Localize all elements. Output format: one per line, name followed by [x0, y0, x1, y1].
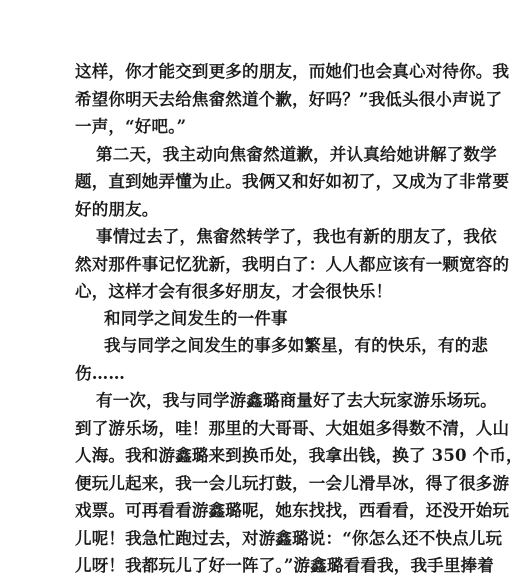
text-line: 伤……	[75, 364, 126, 383]
text-line: 戏票。可再看看游鑫璐呢，她东找找，西看看，还没开始玩	[75, 501, 510, 520]
text-line: 便玩儿起来，我一会儿玩打鼓，一会儿滑旱冰，得了很多游	[75, 474, 510, 493]
text-line: 人海。我和游鑫璐来到换币处，我拿出钱，换了 350 个币，	[75, 446, 523, 465]
text-line: 儿呀！我都玩儿了好一阵了。”游鑫璐看看我，我手里捧着	[75, 556, 494, 575]
text-line: 心，这样才会有很多好朋友，才会很快乐！	[75, 282, 393, 301]
text-line: 题，直到她弄懂为止。我俩又和好如初了，又成为了非常要	[75, 172, 510, 191]
text-line: 然对那件事记忆犹新，我明白了：人人都应该有一颗宽容的	[75, 255, 510, 274]
text-line: 到了游乐场，哇！那里的大哥哥、大姐姐多得数不清，人山	[75, 419, 510, 438]
text-line: 这样，你才能交到更多的朋友，而她们也会真心对待你。我	[75, 62, 510, 81]
text-line: 好的朋友。	[75, 200, 159, 219]
paragraph-start-line: 第二天，我主动向焦畲然道歉，并认真给她讲解了数学	[96, 145, 497, 164]
paragraph-start-line: 事情过去了，焦畲然转学了，我也有新的朋友了，我依	[96, 227, 497, 246]
paragraph-start-line: 我与同学之间发生的事多如繁星，有的快乐，有的悲	[104, 336, 489, 355]
text-line: 希望你明天去给焦畲然道个歉，好吗？”我低头很小声说了	[75, 90, 503, 109]
text-line: 儿呢！我急忙跑过去，对游鑫璐说：“你怎么还不快点儿玩	[75, 529, 503, 548]
text-line: 一声，“好吧。”	[75, 117, 187, 136]
section-title: 和同学之间发生的一件事	[104, 309, 288, 328]
paragraph-start-line: 有一次，我与同学游鑫璐商量好了去大玩家游乐场玩。	[96, 391, 497, 410]
